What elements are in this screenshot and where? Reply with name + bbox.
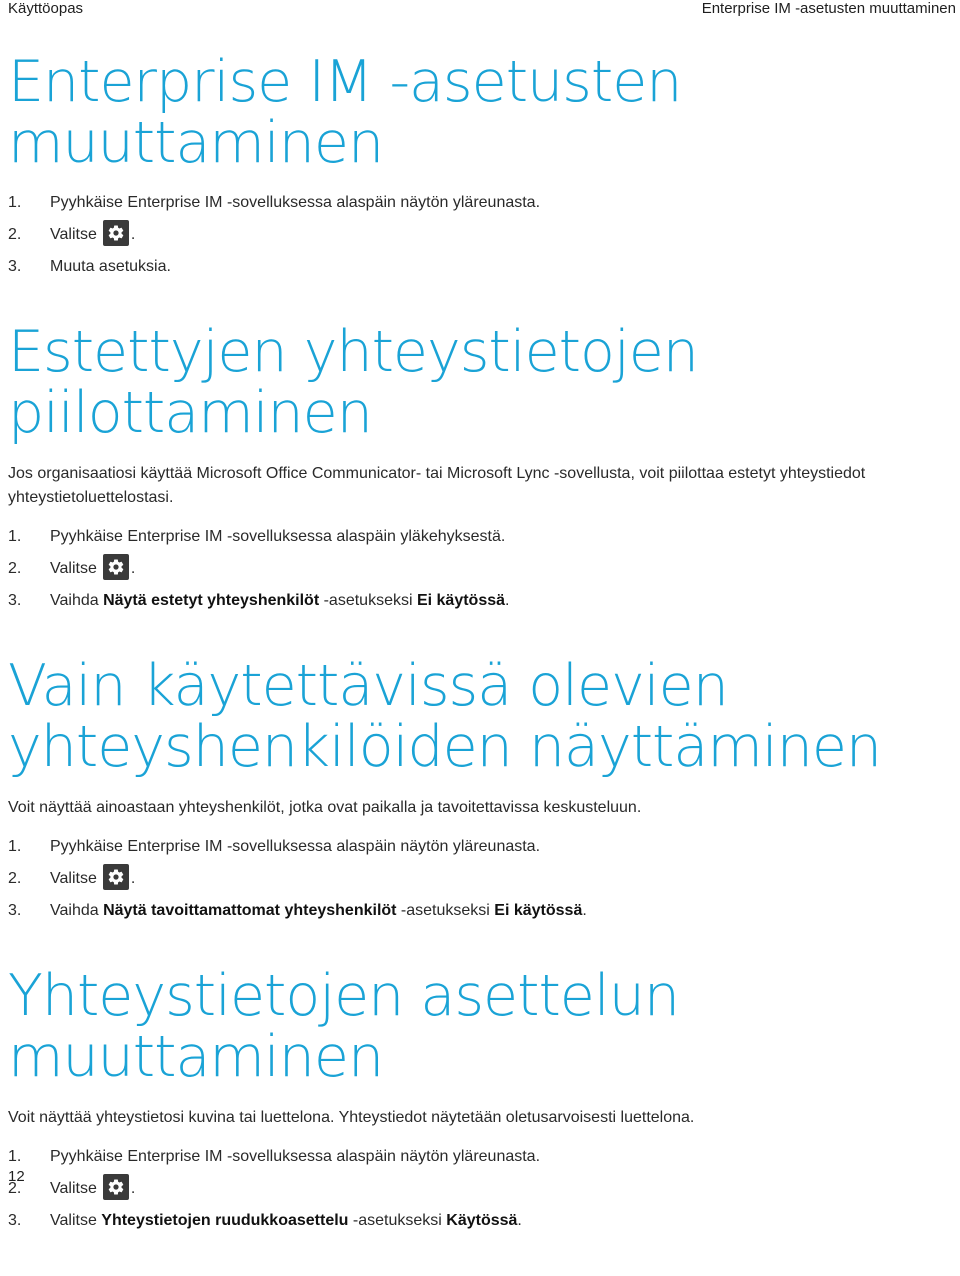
section-intro: Jos organisaatiosi käyttää Microsoft Office Communicator- tai Microsoft Lync -sovellusta, voit piilottaa estetyt yhteystiedot yhteystietoluettelostasi. [8, 465, 866, 506]
step-number: 2. [8, 560, 22, 577]
step-text: Vaihda [50, 902, 104, 919]
step-item [8, 558, 953, 590]
step-number: 3. [8, 902, 22, 919]
step-item [8, 256, 953, 288]
section-intro: Voit näyttää ainoastaan yhteyshenkilöt, jotka ovat paikalla ja tavoitettavissa keskusteluun. [8, 799, 642, 816]
section-hide-blocked-contacts [8, 319, 953, 622]
step-number: 2. [8, 226, 22, 243]
setting-value: Ei käytössä [416, 592, 506, 609]
step-text: Pyyhkäise Enterprise IM -sovelluksessa alaspäin näytön yläreunasta. [50, 194, 541, 211]
step-text: Valitse [50, 1212, 102, 1229]
step-number: 2. [8, 870, 22, 887]
step-item [8, 900, 953, 932]
step-item [8, 590, 953, 622]
section-change-settings [8, 49, 953, 288]
step-item [8, 224, 953, 256]
step-number: 2. [8, 1180, 22, 1197]
steps-list [8, 1146, 953, 1242]
setting-value: Käytössä [446, 1212, 518, 1229]
setting-name: Näytä tavoittamattomat yhteyshenkilöt [103, 902, 397, 919]
steps-list [8, 192, 953, 288]
step-item [8, 526, 953, 558]
step-text-end: . [582, 902, 587, 919]
step-text-end: . [130, 226, 136, 244]
section-change-contact-layout [8, 963, 953, 1242]
step-text-mid: -asetukseksi [348, 1212, 447, 1229]
gear-icon [103, 220, 129, 246]
chapter-name: Enterprise IM -asetusten muuttaminen [701, 0, 956, 17]
step-text-end: . [130, 560, 136, 578]
step-number: 1. [8, 1148, 22, 1165]
step-text: Pyyhkäise Enterprise IM -sovelluksessa alaspäin yläkehyksestä. [50, 528, 506, 545]
setting-value: Ei käytössä [494, 902, 583, 919]
step-item [8, 1178, 953, 1210]
steps-list [8, 526, 953, 622]
step-item [8, 192, 953, 224]
section-show-available-contacts [8, 653, 953, 932]
section-title: Yhteystietojen asettelun muuttaminen [8, 963, 679, 1090]
step-item [8, 868, 953, 900]
step-text: Valitse [50, 226, 97, 244]
gear-icon [103, 1174, 129, 1200]
step-text: Pyyhkäise Enterprise IM -sovelluksessa alaspäin näytön yläreunasta. [50, 1148, 541, 1165]
step-number: 3. [8, 592, 22, 609]
step-text-end: . [130, 1180, 136, 1198]
step-text: Muuta asetuksia. [50, 258, 171, 275]
document-name: Käyttöopas [8, 0, 84, 17]
page-header [8, 0, 956, 22]
section-title: Vain käytettävissä olevien yhteyshenkilöiden näyttäminen [8, 653, 882, 780]
step-text: Valitse [50, 870, 97, 888]
gear-icon [103, 864, 129, 890]
step-number: 1. [8, 528, 22, 545]
step-item [8, 1146, 953, 1178]
step-number: 1. [8, 838, 22, 855]
step-number: 3. [8, 1212, 22, 1229]
step-number: 1. [8, 194, 22, 211]
page-number: 12 [8, 1168, 25, 1185]
section-title: Enterprise IM -asetusten muuttaminen [8, 49, 682, 176]
step-text-end: . [517, 1212, 522, 1229]
step-text-end: . [130, 870, 136, 888]
gear-icon [103, 554, 129, 580]
step-text-mid: -asetukseksi [396, 902, 495, 919]
step-item [8, 836, 953, 868]
page-content [8, 49, 953, 1276]
section-title: Estettyjen yhteystietojen piilottaminen [8, 319, 698, 446]
step-text-end: . [505, 592, 510, 609]
step-text: Pyyhkäise Enterprise IM -sovelluksessa alaspäin näytön yläreunasta. [50, 838, 541, 855]
step-text: Valitse [50, 560, 97, 578]
step-item [8, 1210, 953, 1242]
step-number: 3. [8, 258, 22, 275]
step-text: Vaihda [50, 592, 104, 609]
step-text: Valitse [50, 1180, 97, 1198]
step-text-mid: -asetukseksi [319, 592, 417, 609]
section-intro: Voit näyttää yhteystietosi kuvina tai luettelona. Yhteystiedot näytetään oletusarvoisesti luettelona. [8, 1109, 695, 1126]
steps-list [8, 836, 953, 932]
setting-name: Näytä estetyt yhteyshenkilöt [103, 592, 320, 609]
setting-name: Yhteystietojen ruudukkoasettelu [101, 1212, 349, 1229]
